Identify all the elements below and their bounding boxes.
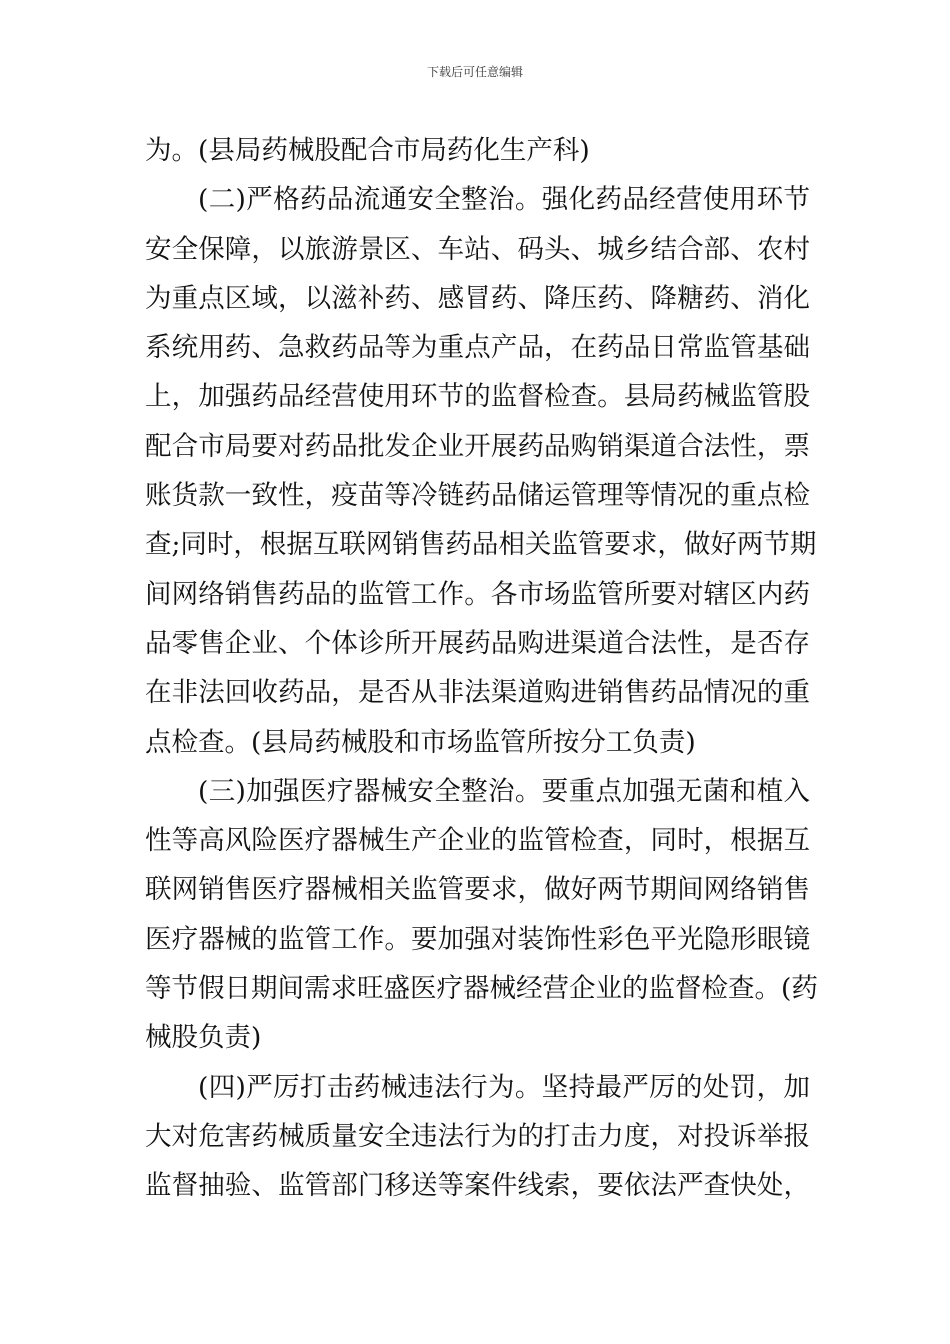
text-line: 查;同时，根据互联网销售药品相关监管要求，做好两节期 [145,529,817,561]
text-line: 品零售企业、个体诊所开展药品购进渠道合法性，是否存 [145,627,810,659]
text-line: 医疗器械的监管工作。要加强对装饰性彩色平光隐形眼镜 [145,923,810,955]
text-line: (三)加强医疗器械安全整治。要重点加强无菌和植入 [198,775,810,807]
page-header-note: 下载后可任意编辑 [426,65,523,79]
text-line: 为重点区域，以滋补药、感冒药、降压药、降糖药、消化 [145,282,810,314]
text-line: 联网销售医疗器械相关监管要求，做好两节期间网络销售 [145,874,810,906]
text-line: (四)严厉打击药械违法行为。坚持最严厉的处罚，加 [198,1071,810,1103]
text-line: 配合市局要对药品批发企业开展药品购销渠道合法性，票 [145,430,810,462]
text-line: 大对危害药械质量安全违法行为的打击力度，对投诉举报 [145,1120,810,1152]
text-line: 等节假日期间需求旺盛医疗器械经营企业的监督检查。(药 [145,973,818,1005]
text-line: 在非法回收药品，是否从非法渠道购进销售药品情况的重 [145,677,810,709]
text-line: 监督抽验、监管部门移送等案件线索，要依法严查快处， [145,1170,810,1202]
text-line: 械股负责) [145,1022,262,1054]
text-line: 系统用药、急救药品等为重点产品，在药品日常监管基础 [145,332,810,364]
text-line: 性等高风险医疗器械生产企业的监管检查，同时，根据互 [145,825,810,857]
text-line: 上，加强药品经营使用环节的监督检查。县局药械监管股 [145,381,810,413]
document-body [145,126,818,1211]
text-line: (二)严格药品流通安全整治。强化药品经营使用环节 [198,184,810,216]
text-line: 间网络销售药品的监管工作。各市场监管所要对辖区内药 [145,578,810,610]
text-line: 为。(县局药械股配合市局药化生产科) [145,135,590,166]
text-line: 点检查。(县局药械股和市场监管所按分工负责) [145,726,696,758]
text-line: 安全保障，以旅游景区、车站、码头、城乡结合部、农村 [145,233,810,265]
text-line: 账货款一致性，疫苗等冷链药品储运管理等情况的重点检 [145,480,810,512]
